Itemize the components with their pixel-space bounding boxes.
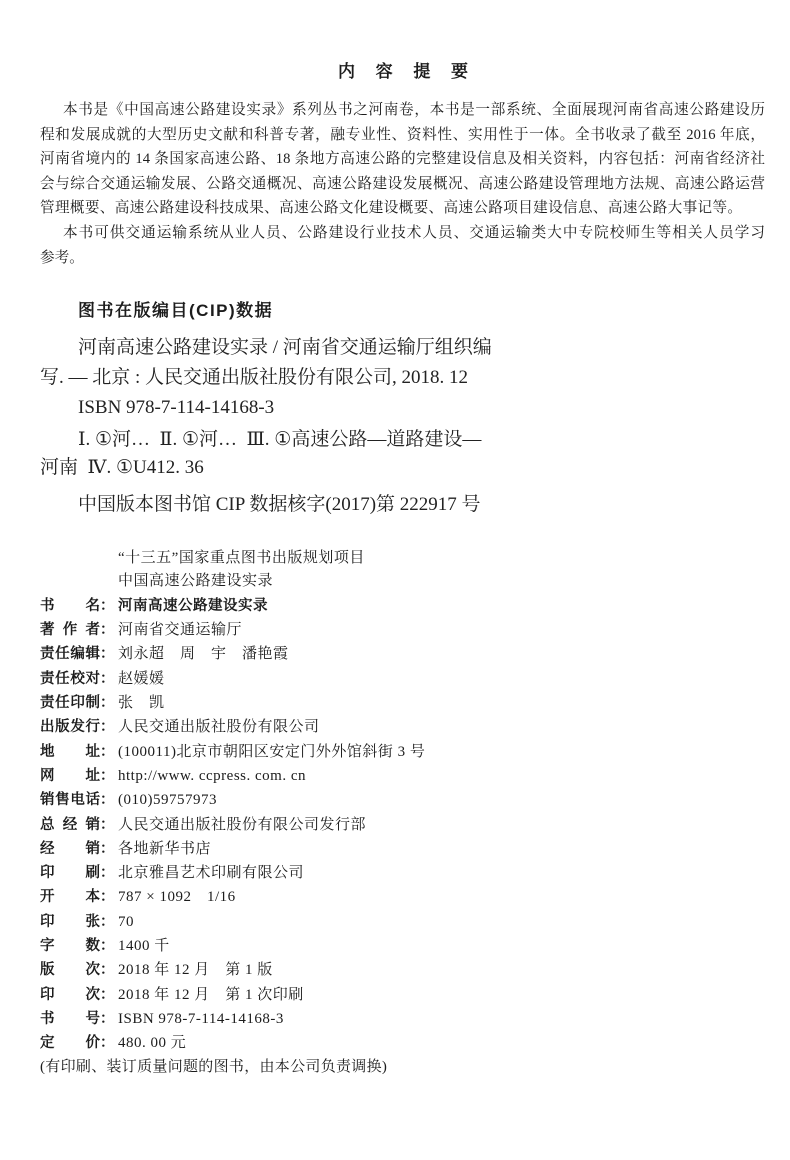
imprint-value: 河南高速公路建设实录: [118, 597, 268, 614]
imprint-row: [40, 618, 760, 642]
imprint-colon: ：: [100, 792, 115, 809]
imprint-value: (010)59757973: [118, 792, 217, 809]
cip-line: 写. — 北京 : 人民交通出版社股份有限公司, 2018. 12: [40, 367, 469, 388]
cip-line: 河南 Ⅳ. ①U412. 36: [40, 457, 204, 478]
imprint-row: [40, 1031, 760, 1055]
imprint-row: [40, 715, 760, 739]
imprint-label: 著 作 者: [40, 622, 100, 639]
imprint-row: [40, 813, 760, 837]
imprint-colon: ：: [100, 1010, 115, 1027]
imprint-row: [40, 594, 760, 618]
cip-heading: 图书在版编目(CIP)数据: [78, 301, 274, 320]
imprint-value: 人民交通出版社股份有限公司发行部: [118, 816, 367, 833]
imprint-colon: ：: [100, 719, 115, 736]
imprint-colon: ：: [100, 889, 115, 906]
imprint-colon: ：: [100, 938, 115, 954]
imprint-label: 责任印制: [40, 695, 100, 712]
imprint-colon: ：: [100, 1035, 115, 1052]
imprint-row: [40, 667, 760, 691]
imprint-value: (100011)北京市朝阳区安定门外外馆斜街 3 号: [118, 743, 426, 760]
cip-line: 河南高速公路建设实录 / 河南省交通运输厅组织编: [78, 337, 492, 358]
imprint-label: 开 本: [40, 889, 100, 906]
imprint-label: 印 次: [40, 986, 100, 1003]
imprint-row: [40, 983, 760, 1007]
imprint-value: 河南省交通运输厅: [118, 622, 243, 639]
imprint-colon: ：: [100, 913, 115, 930]
imprint-colon: ：: [100, 962, 115, 979]
imprint-label: 版 次: [40, 962, 100, 979]
imprint-value: 787 × 1092 1/16: [118, 889, 236, 906]
imprint-row: [40, 934, 760, 958]
imprint-colon: ：: [100, 767, 115, 784]
imprint-value: http://www. ccpress. com. cn: [118, 767, 306, 784]
imprint-row: [40, 642, 760, 666]
imprint-row: [40, 861, 760, 885]
imprint-label: 责任校对: [40, 670, 100, 687]
imprint-value: ISBN 978-7-114-14168-3: [118, 1010, 284, 1027]
summary-line: 管理概要、高速公路建设科技成果、高速公路文化建设概要、高速公路项目建设信息、高速公路大事记等。: [40, 200, 742, 217]
imprint-row: [40, 958, 760, 982]
imprint-label: 印 刷: [40, 865, 100, 882]
imprint-value: 北京雅昌艺术印刷有限公司: [118, 865, 305, 882]
imprint-label: 书 名: [40, 597, 100, 614]
imprint-value: 赵媛媛: [118, 670, 165, 687]
imprint-label: 地 址: [40, 743, 100, 760]
imprint-label: 印 张: [40, 913, 100, 930]
quality-note: (有印刷、装订质量问题的图书，由本公司负责调换): [40, 1059, 388, 1076]
imprint-value: 1400 千: [118, 938, 170, 954]
imprint-row: [40, 764, 760, 788]
imprint-label: 书 号: [40, 1010, 100, 1027]
summary-line: 参考。: [40, 249, 84, 266]
cip-isbn: ISBN 978-7-114-14168-3: [78, 397, 275, 418]
summary-title: 内 容 提 要: [338, 62, 468, 81]
imprint-value: 2018 年 12 月 第 1 次印刷: [118, 986, 304, 1003]
imprint-label: 经 销: [40, 840, 100, 857]
imprint-label: 网 址: [40, 767, 100, 784]
cip-line: 中国版本图书馆 CIP 数据核字(2017)第 222917 号: [78, 494, 481, 515]
imprint-row: [40, 910, 760, 934]
imprint-table: [40, 594, 760, 1080]
series-note: “十三五”国家重点图书出版规划项目: [118, 550, 365, 566]
imprint-colon: ：: [100, 986, 115, 1003]
imprint-row: [40, 837, 760, 861]
imprint-label: 总 经 销: [40, 816, 100, 833]
imprint-label: 字 数: [40, 938, 100, 954]
imprint-colon: ：: [100, 816, 115, 833]
cip-line: Ⅰ. ①河… Ⅱ. ①河… Ⅲ. ①高速公路—道路建设—: [78, 429, 482, 450]
imprint-row: [40, 885, 760, 909]
imprint-label: 销售电话: [40, 792, 100, 809]
imprint-colon: ：: [100, 646, 115, 663]
imprint-colon: ：: [100, 597, 115, 614]
summary-line: 河南省境内的 14 条国家高速公路、18 条地方高速公路的完整建设信息及相关资料，内容包括：河南省经济社: [40, 151, 765, 168]
imprint-value: 480. 00 元: [118, 1035, 187, 1052]
summary-line: 本书可供交通运输系统从业人员、公路建设行业技术人员、交通运输类大中专院校师生等相关人员学习: [63, 224, 765, 241]
imprint-row: [40, 691, 760, 715]
imprint-colon: ：: [100, 670, 115, 687]
imprint-label: 责任编辑: [40, 646, 100, 663]
imprint-row: [40, 788, 760, 812]
imprint-label: 出版发行: [40, 719, 100, 736]
imprint-colon: ：: [100, 695, 115, 712]
summary-body: [40, 98, 765, 270]
imprint-value: 人民交通出版社股份有限公司: [118, 719, 320, 736]
imprint-row: [40, 740, 760, 764]
summary-line: 程和发展成就的大型历史文献和科普专著，融专业性、资料性、实用性于一体。全书收录了截至 2016 年底，: [40, 126, 765, 143]
imprint-value: 刘永超 周 宇 潘艳霞: [118, 646, 289, 663]
series-name: 中国高速公路建设实录: [118, 573, 274, 589]
imprint-colon: ：: [100, 865, 115, 882]
imprint-label: 定 价: [40, 1035, 100, 1052]
summary-line: 会与综合交通运输发展、公路交通概况、高速公路建设发展概况、高速公路建设管理地方法规、高速公路运营: [40, 175, 765, 192]
imprint-value: 张 凯: [118, 695, 165, 712]
imprint-value: 2018 年 12 月 第 1 版: [118, 962, 273, 979]
imprint-value: 70: [118, 913, 134, 930]
imprint-value: 各地新华书店: [118, 840, 212, 857]
imprint-row: [40, 1007, 760, 1031]
imprint-colon: ：: [100, 743, 115, 760]
summary-line: 本书是《中国高速公路建设实录》系列丛书之河南卷，本书是一部系统、全面展现河南省高速公路建设历: [63, 102, 765, 118]
imprint-colon: ：: [100, 840, 115, 857]
imprint-colon: ：: [100, 622, 115, 639]
